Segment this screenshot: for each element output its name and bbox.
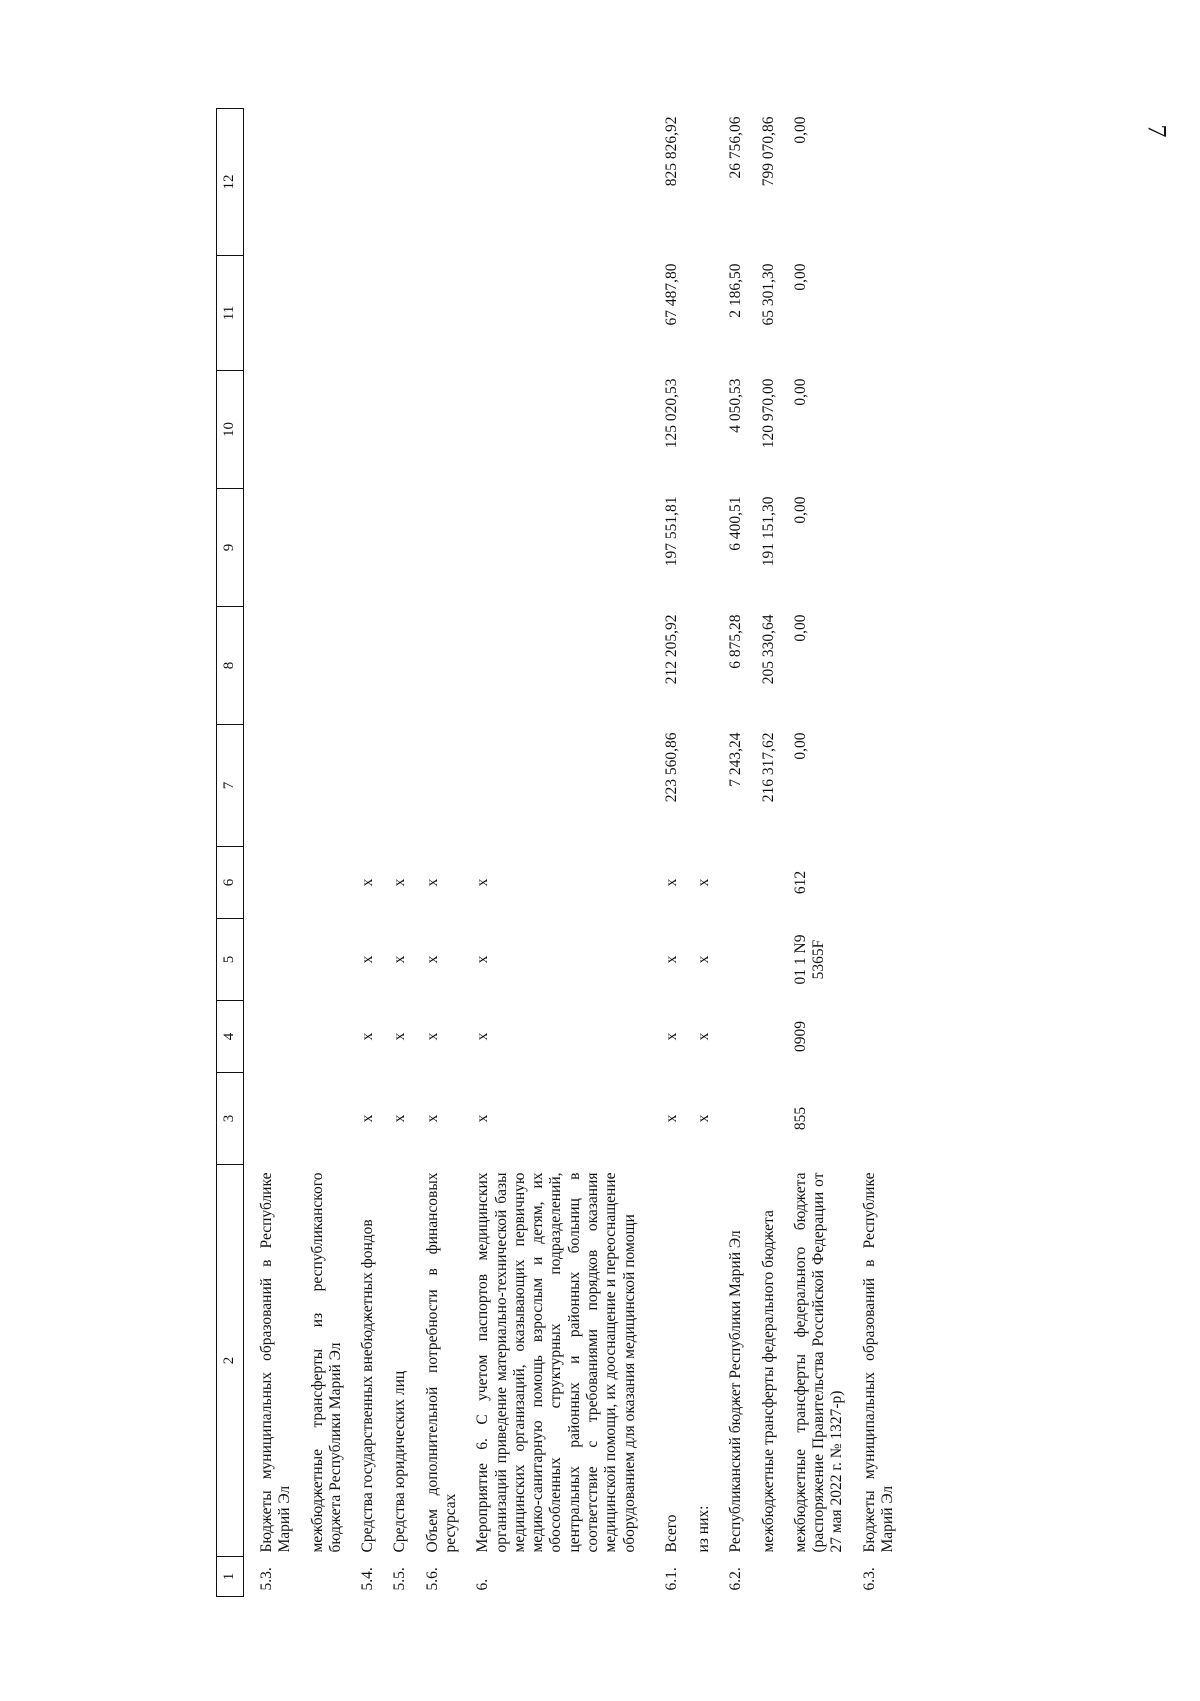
- cell-col4: x: [423, 1032, 441, 1041]
- cell-col5: x: [662, 955, 680, 964]
- row-number: 5.5.: [391, 1567, 409, 1591]
- cell-col3: [847, 1073, 898, 1165]
- cell-col3: [295, 1073, 346, 1165]
- table-row: [713, 109, 745, 1597]
- cell-col3: x: [695, 1114, 713, 1123]
- cell-col12: [410, 109, 461, 256]
- col-header: 9: [217, 489, 244, 607]
- cell-col7: 7 243,24: [727, 732, 745, 787]
- cell-col6: [713, 847, 745, 919]
- cell-col6: [847, 847, 898, 919]
- cell-col5: [847, 919, 898, 1001]
- row-number: [681, 1557, 713, 1597]
- cell-col4: x: [391, 1032, 409, 1041]
- col-header: 6: [217, 847, 244, 919]
- cell-col7: [460, 725, 649, 847]
- cell-col10: [847, 371, 898, 489]
- row-description: Бюджеты муниципальных образований в Республике Марий Эл: [258, 1172, 294, 1553]
- col-header: 11: [217, 256, 244, 371]
- rotated-table-container: [216, 109, 991, 1597]
- cell-col9: [377, 489, 409, 607]
- table-row: [847, 109, 898, 1597]
- cell-col9: [295, 489, 346, 607]
- row-number: [778, 1557, 847, 1597]
- table-row: [410, 109, 461, 1597]
- col-header: 3: [217, 1073, 244, 1165]
- row-number: 6.3.: [860, 1567, 878, 1591]
- cell-col8: [847, 607, 898, 725]
- cell-col11: [681, 256, 713, 371]
- cell-col4: 0909: [791, 1021, 809, 1052]
- cell-col8: [681, 607, 713, 725]
- cell-col5: [746, 919, 778, 1001]
- cell-col7: [244, 725, 295, 847]
- table-row: [460, 109, 649, 1597]
- cell-col3: x: [474, 1114, 492, 1123]
- cell-col8: 205 330,64: [759, 614, 777, 685]
- cell-col6: [295, 847, 346, 919]
- cell-col10: [244, 371, 295, 489]
- cell-col4: x: [662, 1032, 680, 1041]
- cell-col5: x: [695, 955, 713, 964]
- cell-col11: [847, 256, 898, 371]
- cell-col10: [345, 371, 377, 489]
- row-description: из них:: [695, 1505, 713, 1553]
- cell-col7: 223 560,86: [662, 732, 680, 803]
- cell-col10: 120 970,00: [759, 378, 777, 449]
- row-description: Мероприятие 6. С учетом паспортов медицинских организаций приведение материально-технической базы медицинских организаций, оказывающих первичную медико-санитарную помощь взрослым и детям, их обособленных структурных подразделений, центральных районных и районных больниц в соответствие с требованиями порядков оказания медицинской помощи, их дооснащение и переоснащение оборудованием для оказания медицинской помощи: [474, 1172, 638, 1553]
- cell-col4: x: [359, 1032, 377, 1041]
- cell-col10: [295, 371, 346, 489]
- cell-col11: [295, 256, 346, 371]
- cell-col7: [345, 725, 377, 847]
- cell-col5: 01 1 N9 5365F: [791, 934, 828, 985]
- cell-col9: 191 151,30: [759, 496, 777, 567]
- cell-col10: 4 050,53: [727, 378, 745, 433]
- cell-col4: [713, 1001, 745, 1073]
- col-header: 7: [217, 725, 244, 847]
- cell-col9: [681, 489, 713, 607]
- col-header: 1: [217, 1557, 244, 1597]
- cell-col12: [460, 109, 649, 256]
- cell-col12: [244, 109, 295, 256]
- column-number-header: [217, 109, 244, 1597]
- cell-col10: [377, 371, 409, 489]
- cell-col8: [410, 607, 461, 725]
- table-row: [244, 109, 295, 1597]
- col-header: 2: [217, 1165, 244, 1557]
- cell-col12: [377, 109, 409, 256]
- cell-col7: 216 317,62: [759, 732, 777, 803]
- cell-col9: [410, 489, 461, 607]
- row-description: межбюджетные трансферты федерального бюджета: [759, 1210, 777, 1553]
- cell-col5: x: [391, 955, 409, 964]
- cell-col7: [681, 725, 713, 847]
- row-description: Бюджеты муниципальных образований в Республике Марий Эл: [860, 1172, 897, 1553]
- row-number: [746, 1557, 778, 1597]
- budget-table: [216, 108, 897, 1597]
- cell-col3: x: [423, 1114, 441, 1123]
- row-description: Средства юридических лиц: [391, 1370, 409, 1553]
- cell-col4: [295, 1001, 346, 1073]
- cell-col5: [295, 919, 346, 1001]
- cell-col3: [244, 1073, 295, 1165]
- cell-col9: [460, 489, 649, 607]
- cell-col7: [410, 725, 461, 847]
- cell-col10: 0,00: [791, 378, 809, 406]
- row-number: 5.6.: [423, 1567, 441, 1591]
- cell-col6: 612: [791, 870, 809, 895]
- cell-col6: x: [359, 878, 377, 887]
- cell-col10: [681, 371, 713, 489]
- cell-col4: [847, 1001, 898, 1073]
- cell-col3: 855: [791, 1106, 809, 1131]
- cell-col6: x: [391, 878, 409, 887]
- cell-col9: 0,00: [791, 496, 809, 524]
- cell-col3: x: [662, 1114, 680, 1123]
- col-header: 12: [217, 109, 244, 256]
- cell-col6: x: [474, 878, 492, 887]
- row-description: межбюджетные трансферты из республиканского бюджета Республики Марий Эл: [308, 1172, 344, 1553]
- cell-col12: 799 070,86: [759, 116, 777, 187]
- cell-col8: [295, 607, 346, 725]
- table-row: [649, 109, 681, 1597]
- cell-col12: 0,00: [791, 116, 809, 144]
- cell-col5: x: [359, 955, 377, 964]
- cell-col3: [746, 1073, 778, 1165]
- cell-col11: 67 487,80: [662, 263, 680, 326]
- cell-col12: [295, 109, 346, 256]
- cell-col10: [410, 371, 461, 489]
- cell-col7: [847, 725, 898, 847]
- cell-col11: [377, 256, 409, 371]
- cell-col4: x: [474, 1032, 492, 1041]
- cell-col6: [746, 847, 778, 919]
- cell-col6: x: [662, 878, 680, 887]
- cell-col11: 65 301,30: [759, 263, 777, 326]
- cell-col7: [295, 725, 346, 847]
- row-number: 6.2.: [727, 1567, 745, 1591]
- cell-col5: x: [423, 955, 441, 964]
- cell-col8: [460, 607, 649, 725]
- cell-col8: 6 875,28: [727, 614, 745, 669]
- cell-col9: 6 400,51: [727, 496, 745, 551]
- row-description: Республиканский бюджет Республики Марий Эл: [727, 1230, 745, 1553]
- cell-col10: 125 020,53: [662, 378, 680, 449]
- row-description: межбюджетные трансферты федерального бюджета (распоряжение Правительства Российской Федерации от 27 мая 2022 г. № 1327-р): [791, 1172, 846, 1553]
- col-header: 4: [217, 1001, 244, 1073]
- cell-col11: 0,00: [791, 263, 809, 291]
- table-row: [295, 109, 346, 1597]
- cell-col11: [345, 256, 377, 371]
- cell-col9: [847, 489, 898, 607]
- cell-col12: [847, 109, 898, 256]
- cell-col3: [713, 1073, 745, 1165]
- cell-col11: [244, 256, 295, 371]
- table-row: [681, 109, 713, 1597]
- cell-col9: [345, 489, 377, 607]
- cell-col9: 197 551,81: [662, 496, 680, 567]
- cell-col9: [244, 489, 295, 607]
- cell-col6: x: [695, 878, 713, 887]
- table-row: [345, 109, 377, 1597]
- cell-col6: [244, 847, 295, 919]
- cell-col5: [713, 919, 745, 1001]
- cell-col12: 26 756,06: [727, 116, 745, 179]
- cell-col4: x: [695, 1032, 713, 1041]
- cell-col8: 212 205,92: [662, 614, 680, 685]
- row-number: 6.: [474, 1578, 492, 1591]
- cell-col7: [377, 725, 409, 847]
- page-number: 7: [1142, 124, 1172, 138]
- cell-col12: 825 826,92: [662, 116, 680, 187]
- cell-col8: [244, 607, 295, 725]
- col-header: 10: [217, 371, 244, 489]
- cell-col12: [681, 109, 713, 256]
- cell-col5: x: [474, 955, 492, 964]
- cell-col12: [345, 109, 377, 256]
- cell-col6: x: [423, 878, 441, 887]
- cell-col11: [460, 256, 649, 371]
- cell-col8: 0,00: [791, 614, 809, 642]
- table-row: [377, 109, 409, 1597]
- table-row: [778, 109, 847, 1597]
- col-header: 8: [217, 607, 244, 725]
- cell-col11: [410, 256, 461, 371]
- col-header: 5: [217, 919, 244, 1001]
- cell-col5: [244, 919, 295, 1001]
- row-number: [295, 1557, 346, 1597]
- cell-col4: [746, 1001, 778, 1073]
- row-description: Объем дополнительной потребности в финансовых ресурсах: [423, 1172, 459, 1553]
- cell-col3: x: [391, 1114, 409, 1123]
- cell-col11: 2 186,50: [727, 263, 745, 318]
- cell-col4: [244, 1001, 295, 1073]
- row-number: 5.3.: [258, 1567, 275, 1591]
- row-description: Всего: [662, 1514, 680, 1553]
- cell-col3: x: [359, 1114, 377, 1123]
- cell-col10: [460, 371, 649, 489]
- cell-col8: [345, 607, 377, 725]
- cell-col8: [377, 607, 409, 725]
- row-description: Средства государственных внебюджетных фондов: [359, 1219, 377, 1553]
- cell-col7: 0,00: [791, 732, 809, 760]
- table-row: [746, 109, 778, 1597]
- row-number: 5.4.: [359, 1567, 377, 1591]
- row-number: 6.1.: [662, 1567, 680, 1591]
